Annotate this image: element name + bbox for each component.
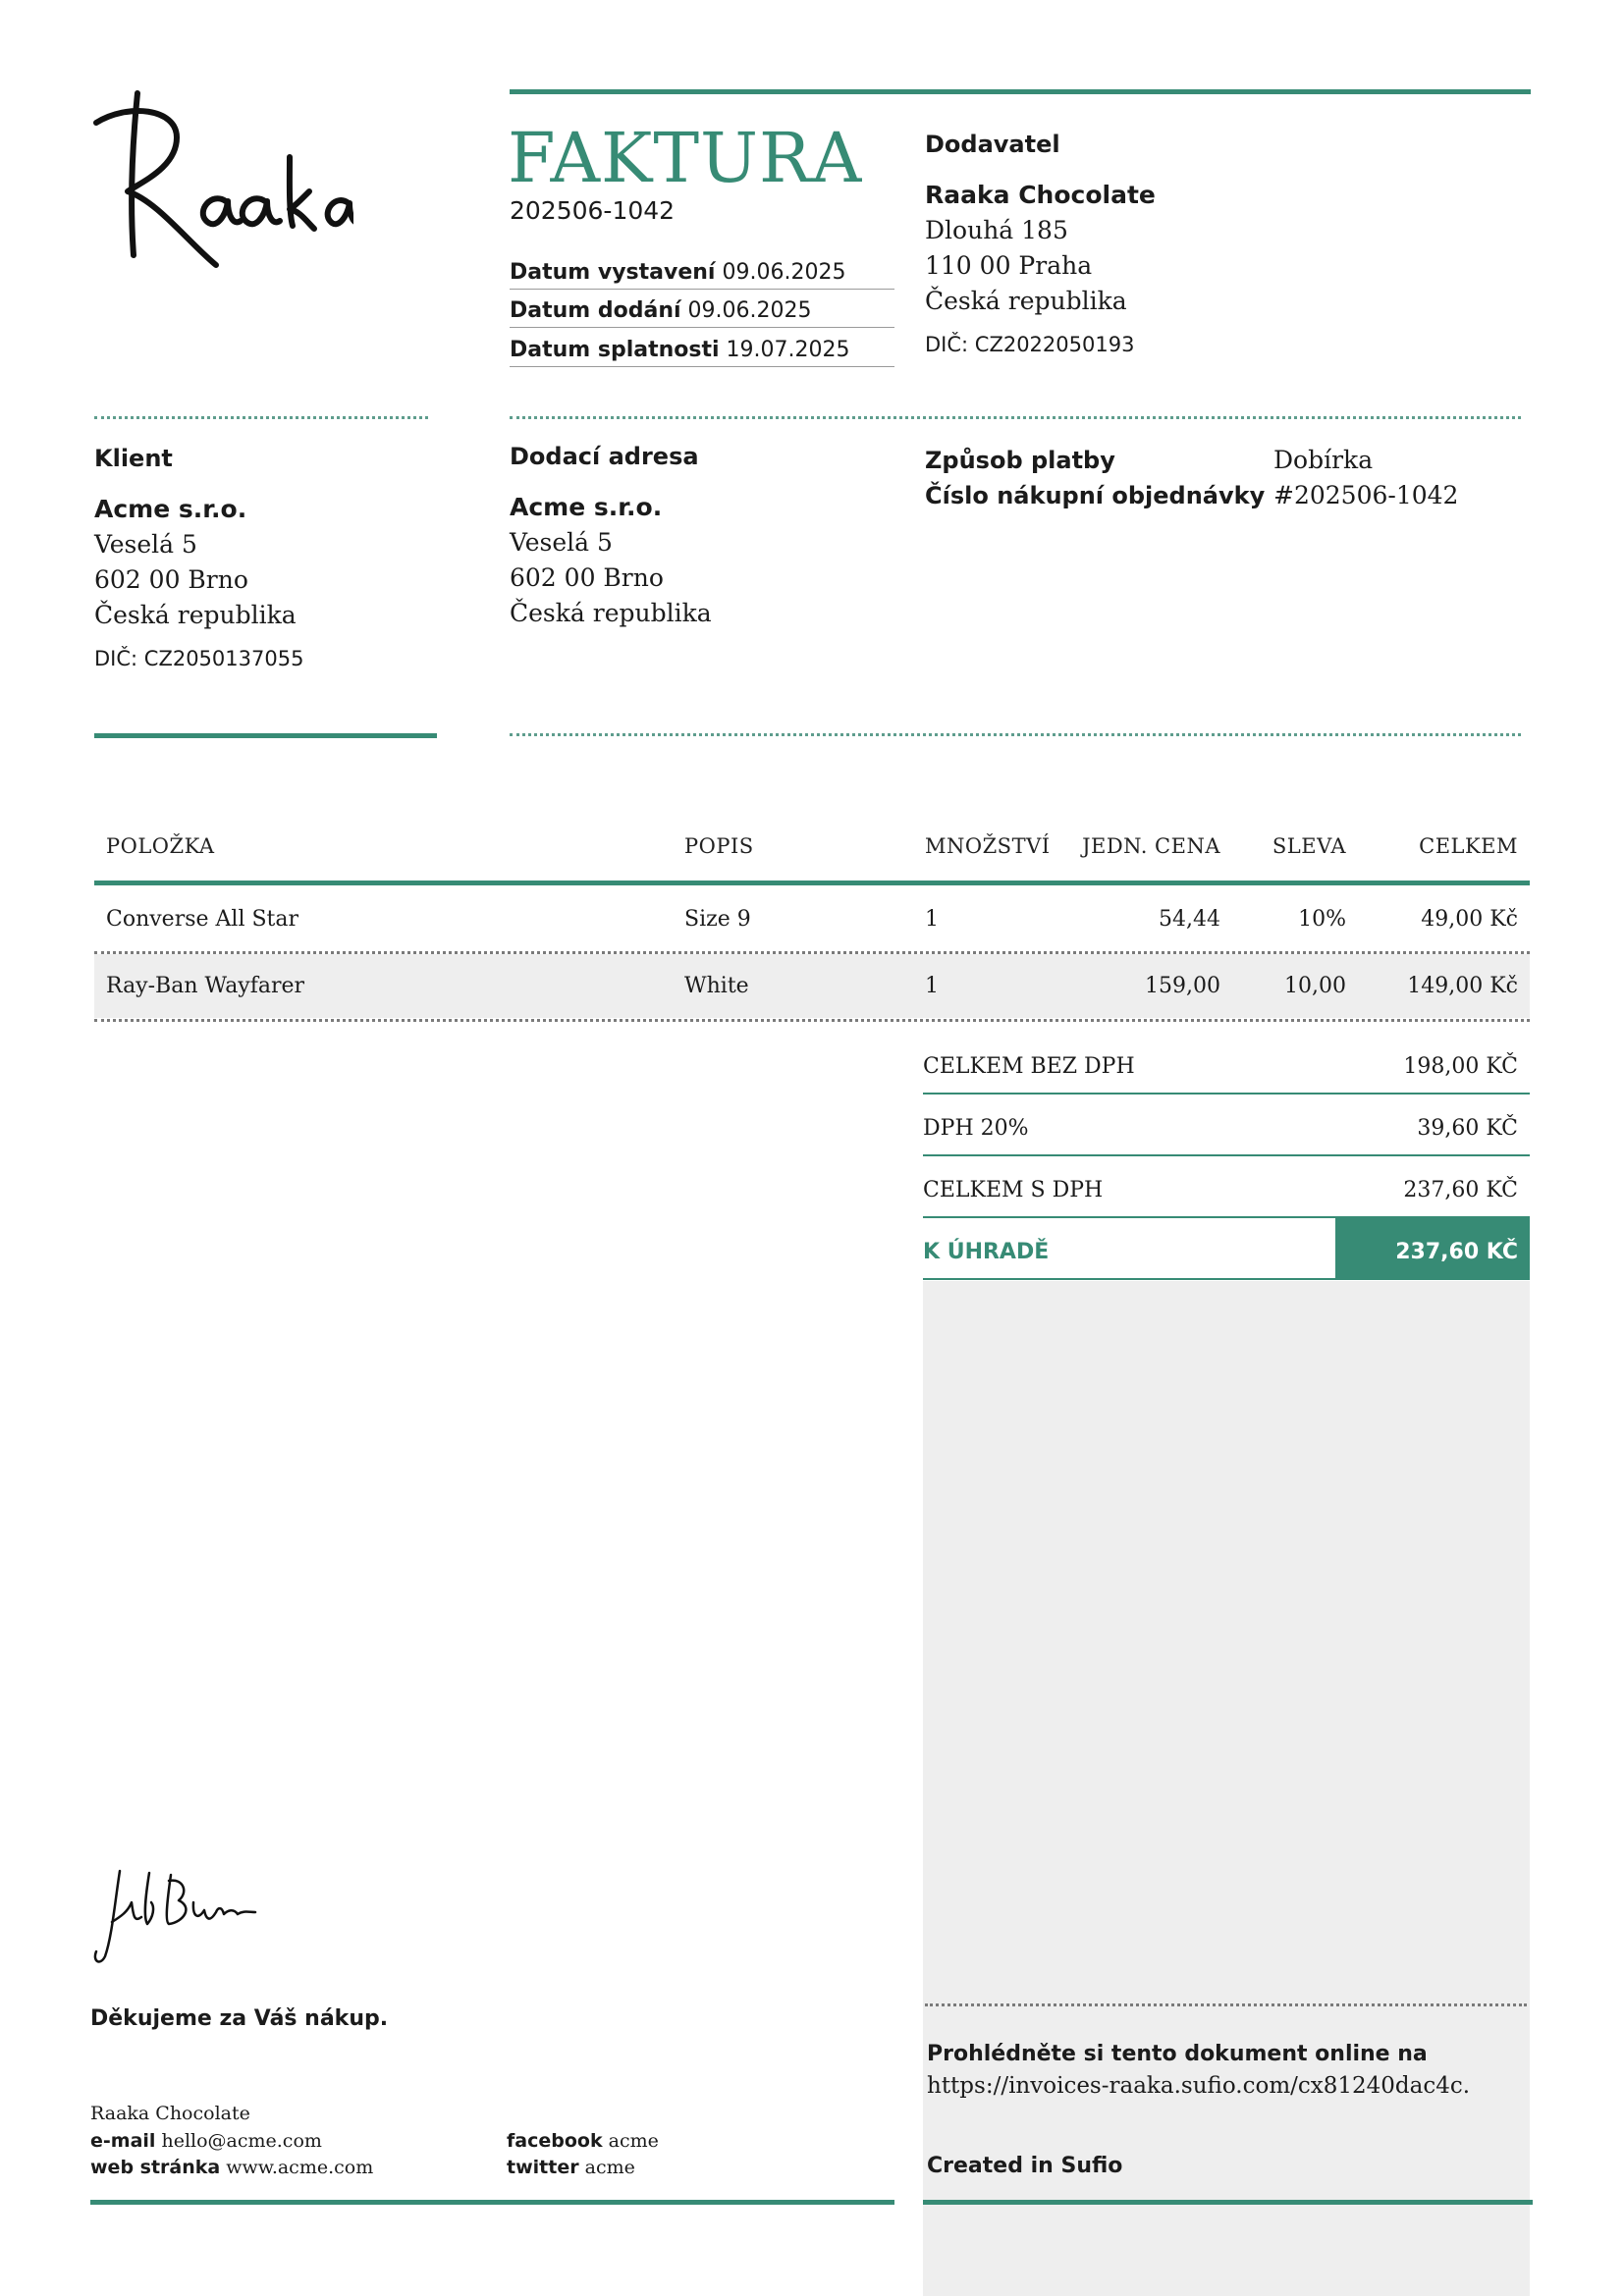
supplier-street: Dlouhá 185 (925, 216, 1068, 244)
header-quantity: MNOŽSTVÍ (925, 834, 1051, 858)
footer-facebook-value[interactable]: acme (608, 2130, 659, 2152)
separator-right (510, 416, 1521, 419)
payment-method-label: Způsob platby (925, 447, 1115, 474)
amount-due-value: 237,60 KČ (1335, 1218, 1530, 1280)
separator-lower (510, 733, 1521, 736)
vat-row (923, 1095, 1530, 1156)
footer-right-rule (923, 2200, 1533, 2205)
supplier-vat: DIČ: CZ2022050193 (925, 333, 1135, 356)
online-url-period: . (1462, 2073, 1471, 2099)
footer-facebook-label: facebook (507, 2130, 603, 2152)
footer-twitter (507, 2157, 635, 2178)
delivery-block (510, 443, 883, 631)
delivery-date-value: 09.06.2025 (687, 298, 812, 323)
footer-twitter-label: twitter (507, 2157, 579, 2178)
row-total: 149,00 Kč (1407, 974, 1518, 998)
due-date-row (510, 338, 894, 367)
summary-panel-background (923, 1281, 1530, 2296)
header-description: POPIS (684, 834, 754, 858)
separator-left (94, 416, 428, 419)
supplier-title: Dodavatel (925, 131, 1060, 158)
issue-date-value: 09.06.2025 (722, 260, 846, 285)
thank-you-message: Děkujeme za Váš nákup. (90, 2006, 389, 2031)
created-in-sufio: Created in Sufio (927, 2154, 1123, 2178)
row-quantity: 1 (925, 907, 939, 932)
client-name: Acme s.r.o. (94, 495, 247, 523)
footer-email (90, 2130, 322, 2152)
supplier-city: 110 00 Praha (925, 251, 1093, 280)
signature (90, 1863, 257, 1971)
online-title: Prohlédněte si tento dokument online na (927, 2042, 1428, 2066)
row-total: 49,00 Kč (1421, 907, 1518, 932)
row-description: Size 9 (684, 907, 751, 932)
footer-email-value[interactable]: hello@acme.com (161, 2130, 322, 2152)
client-bottom-rule (94, 733, 437, 738)
online-separator (925, 2003, 1527, 2006)
delivery-date-row (510, 298, 894, 328)
invoice-title: FAKTURA (508, 118, 863, 198)
table-row (94, 885, 1530, 950)
delivery-city: 602 00 Brno (510, 563, 664, 592)
header-top-rule (510, 89, 1531, 94)
supplier-name: Raaka Chocolate (925, 181, 1156, 209)
footer-email-label: e-mail (90, 2130, 156, 2152)
delivery-date-label: Datum dodání (510, 298, 681, 323)
gross-total-value: 237,60 KČ (1403, 1178, 1518, 1202)
client-vat: DIČ: CZ2050137055 (94, 647, 304, 670)
issue-date-label: Datum vystavení (510, 260, 716, 285)
footer-web (90, 2157, 373, 2178)
gross-total-row (923, 1156, 1530, 1218)
online-link (927, 2073, 1470, 2099)
header-item: POLOŽKA (106, 834, 215, 858)
due-date-value: 19.07.2025 (726, 338, 850, 362)
net-total-label: CELKEM BEZ DPH (923, 1054, 1135, 1079)
row-discount: 10,00 (1284, 974, 1346, 998)
client-city: 602 00 Brno (94, 565, 248, 594)
table-header (94, 834, 1530, 870)
row-item: Ray-Ban Wayfarer (106, 974, 305, 998)
delivery-name: Acme s.r.o. (510, 493, 663, 521)
raaka-logo (88, 83, 353, 270)
delivery-street: Veselá 5 (510, 528, 613, 557)
row-separator (94, 1019, 1530, 1022)
payment-block (925, 443, 1524, 513)
client-block (94, 445, 467, 670)
row-discount: 10% (1298, 907, 1346, 932)
row-quantity: 1 (925, 974, 939, 998)
row-item: Converse All Star (106, 907, 299, 932)
table-row (94, 954, 1530, 1018)
issue-date-row (510, 260, 894, 290)
footer-company: Raaka Chocolate (90, 2103, 250, 2124)
delivery-country: Česká republika (510, 599, 712, 627)
supplier-country: Česká republika (925, 287, 1127, 315)
footer-twitter-value[interactable]: acme (584, 2157, 635, 2178)
vat-value: 39,60 KČ (1417, 1116, 1518, 1141)
footer-web-value[interactable]: www.acme.com (226, 2157, 374, 2178)
client-title: Klient (94, 445, 173, 472)
amount-due-label: K ÚHRADĚ (923, 1240, 1050, 1264)
footer-web-label: web stránka (90, 2157, 221, 2178)
net-total-value: 198,00 KČ (1403, 1054, 1518, 1079)
amount-due-row (923, 1218, 1530, 1280)
row-unit-price: 159,00 (1145, 974, 1220, 998)
vat-label: DPH 20% (923, 1116, 1029, 1141)
invoice-number: 202506-1042 (510, 196, 676, 225)
footer-facebook (507, 2130, 659, 2152)
header-unit-price: JEDN. CENA (1082, 834, 1220, 858)
online-url[interactable]: https://invoices-raaka.sufio.com/cx81240dac4c (927, 2073, 1463, 2099)
client-country: Česká republika (94, 601, 297, 629)
header-discount: SLEVA (1272, 834, 1346, 858)
gross-total-label: CELKEM S DPH (923, 1178, 1104, 1202)
row-description: White (684, 974, 749, 998)
delivery-title: Dodací adresa (510, 443, 699, 470)
client-street: Veselá 5 (94, 530, 197, 559)
row-unit-price: 54,44 (1159, 907, 1220, 932)
payment-method-value: Dobírka (1273, 446, 1374, 474)
net-total-row (923, 1033, 1530, 1095)
order-number-label: Číslo nákupní objednávky (925, 482, 1266, 509)
order-number-value: #202506-1042 (1273, 481, 1459, 509)
supplier-block (925, 131, 1514, 356)
header-total: CELKEM (1419, 834, 1518, 858)
footer-left-rule (90, 2200, 894, 2205)
due-date-label: Datum splatnosti (510, 338, 720, 362)
